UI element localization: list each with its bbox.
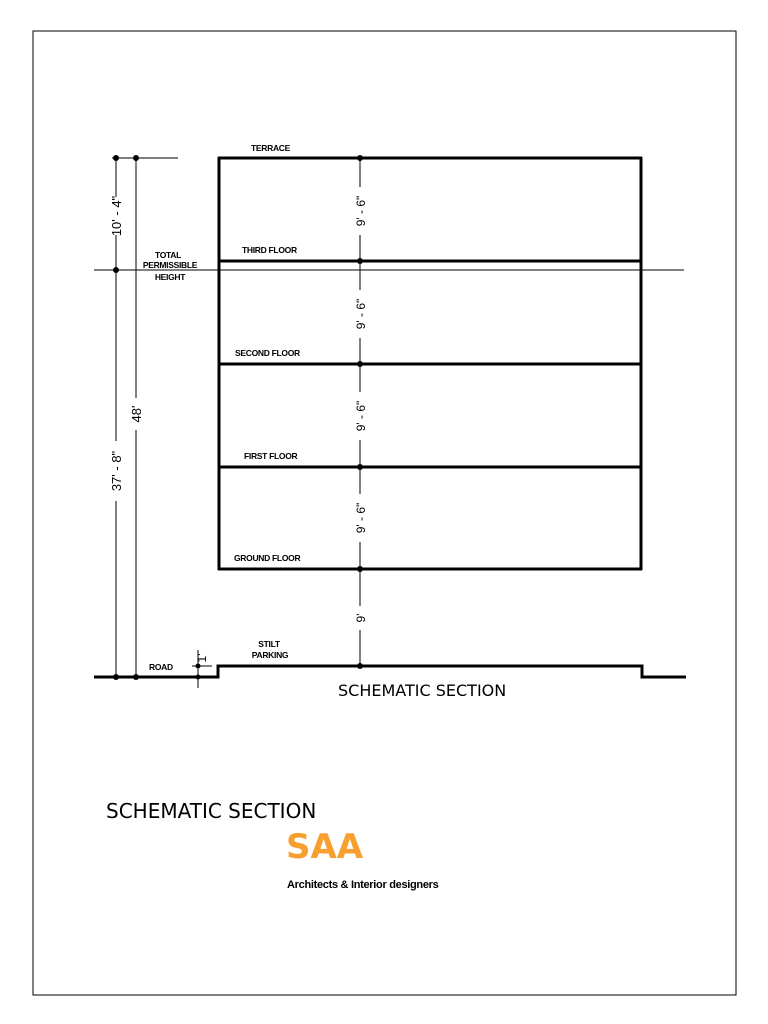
dim-node bbox=[357, 361, 363, 367]
label-total: TOTAL bbox=[154, 250, 182, 260]
dim-node bbox=[357, 155, 363, 161]
label-terrace: TERRACE bbox=[251, 143, 290, 153]
label-parking: PARKING bbox=[251, 650, 289, 660]
section-caption: SCHEMATIC SECTION bbox=[338, 681, 507, 700]
dim-label-top: 10' - 4" bbox=[109, 195, 124, 237]
label-road: ROAD bbox=[149, 662, 173, 672]
dim-label-plinth: 1' bbox=[195, 653, 209, 663]
dim-node bbox=[357, 663, 363, 669]
dim-label-third-second: 9' - 6" bbox=[354, 298, 368, 330]
label-second-floor: SECOND FLOOR bbox=[235, 348, 300, 358]
dim-label-first-ground: 9' - 6" bbox=[354, 502, 368, 534]
brand-logo: SAA bbox=[286, 827, 364, 867]
brand-tagline: Architects & Interior designers bbox=[287, 879, 439, 891]
sheet-border bbox=[33, 31, 736, 995]
label-stilt: STILT bbox=[258, 639, 280, 649]
dim-label-total: 48' bbox=[129, 405, 144, 423]
dim-node bbox=[357, 464, 363, 470]
ground-line bbox=[94, 666, 686, 677]
label-first-floor: FIRST FLOOR bbox=[244, 451, 298, 461]
dim-label-permissible: 37' - 8" bbox=[109, 450, 124, 492]
dim-label-second-first: 9' - 6" bbox=[354, 400, 368, 432]
dim-label-stilt: 9' bbox=[354, 613, 368, 623]
label-permissible: PERMISSIBLE bbox=[142, 260, 198, 270]
label-ground-floor: GROUND FLOOR bbox=[234, 553, 301, 563]
footer-title: SCHEMATIC SECTION bbox=[106, 799, 317, 823]
dim-node bbox=[357, 258, 363, 264]
dim-node bbox=[357, 566, 363, 572]
dim-label-terrace-third: 9' - 6" bbox=[354, 195, 368, 227]
label-third-floor: THIRD FLOOR bbox=[242, 245, 297, 255]
label-height: HEIGHT bbox=[154, 272, 186, 282]
building-section bbox=[218, 157, 642, 570]
